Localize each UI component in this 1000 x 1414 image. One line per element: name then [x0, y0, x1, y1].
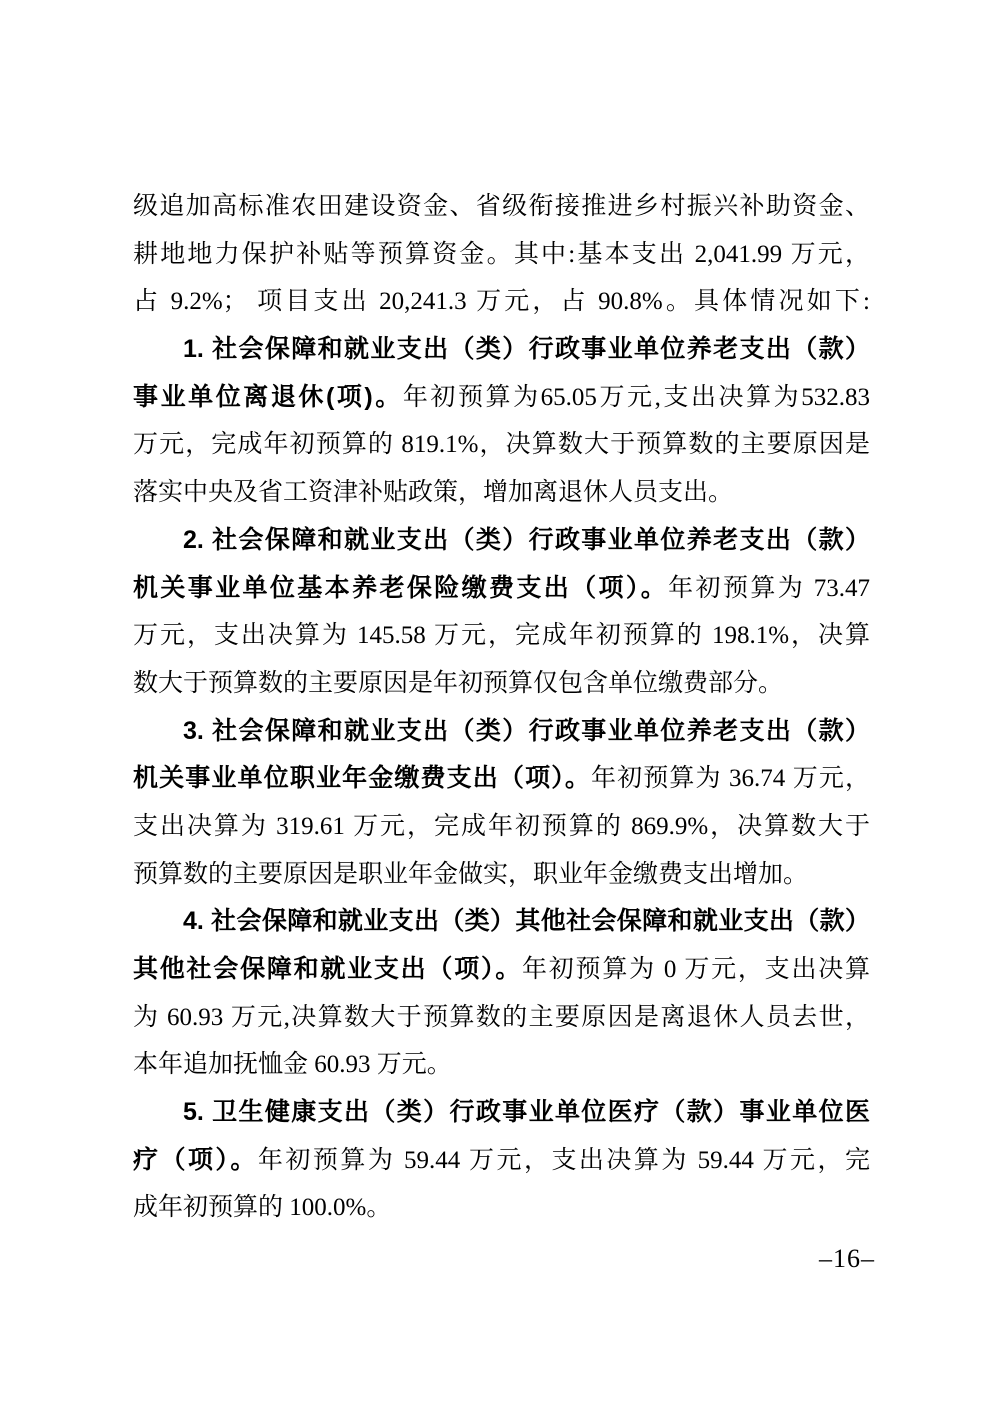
body-text-segment: 年初预算为 59.44 万元，支出决算为 59.44 万元，完	[257, 1146, 870, 1174]
body-text-segment: 年初预算为 73.47	[668, 574, 870, 602]
body-text-segment: 耕地地力保护补贴等预算资金。其中:基本支出 2,041.99 万元，	[133, 240, 870, 268]
document-line	[133, 231, 870, 279]
body-text-segment: 年初预算为 0 万元，支出决算	[522, 956, 870, 983]
document-line	[133, 851, 870, 899]
document-line	[133, 1041, 870, 1089]
page-number: –16–	[819, 1244, 875, 1273]
document-line	[133, 1184, 870, 1232]
document-line	[133, 278, 870, 326]
document-line	[133, 1089, 870, 1137]
item-heading-segment: 3. 社会保障和就业支出（类）行政事业单位养老支出（款）	[183, 716, 870, 745]
item-heading-segment: 4. 社会保障和就业支出（类）其他社会保障和就业支出（款）	[183, 907, 870, 936]
document-line	[133, 612, 870, 660]
item-heading-segment: 2. 社会保障和就业支出（类）行政事业单位养老支出（款）	[183, 525, 870, 554]
document-line	[133, 660, 870, 708]
body-text-segment: 占 9.2%； 项目支出 20,241.3 万元，占 90.8%。具体情况如下:	[133, 288, 870, 316]
document-line	[133, 183, 870, 231]
item-heading-segment: 机关事业单位职业年金缴费支出（项）。	[133, 764, 591, 793]
body-text-segment: 级追加高标准农田建设资金、省级衔接推进乡村振兴补助资金、	[133, 193, 870, 220]
item-heading-segment: 1. 社会保障和就业支出（类）行政事业单位养老支出（款）	[183, 335, 870, 364]
body-text-segment: 支出决算为 319.61 万元，完成年初预算的 869.9%，决算数大于	[133, 812, 870, 840]
document-line	[133, 755, 870, 803]
document-line	[133, 374, 870, 422]
document-line	[133, 326, 870, 374]
document-line	[133, 898, 870, 946]
body-text-segment: 本年追加抚恤金 60.93 万元。	[133, 1051, 452, 1079]
item-heading-segment: 其他社会保障和就业支出（项）。	[133, 955, 523, 983]
item-heading-segment: 机关事业单位基本养老保险缴费支出（项）。	[133, 573, 669, 602]
body-text-segment: 数大于预算数的主要原因是年初预算仅包含单位缴费部分。	[133, 669, 784, 697]
document-text-block	[133, 183, 870, 1232]
document-line	[133, 469, 870, 517]
document-line	[133, 1137, 870, 1185]
item-heading-segment: 5. 卫生健康支出（类）行政事业单位医疗（款）事业单位医	[183, 1098, 870, 1127]
body-text-segment: 年初预算为65.05万元,支出决算为532.83	[402, 383, 870, 411]
item-heading-segment: 疗（项）。	[133, 1145, 258, 1174]
document-line	[133, 517, 870, 565]
body-text-segment: 为 60.93 万元,决算数大于预算数的主要原因是离退休人员去世，	[133, 1003, 870, 1031]
item-heading-segment: 事业单位离退休(项)。	[133, 382, 403, 411]
body-text-segment: 成年初预算的 100.0%。	[133, 1194, 392, 1222]
body-text-segment: 年初预算为 36.74 万元，	[590, 765, 870, 793]
document-line	[133, 946, 870, 994]
document-line	[133, 565, 870, 613]
body-text-segment: 万元，支出决算为 145.58 万元，完成年初预算的 198.1%，决算	[133, 622, 870, 650]
body-text-segment: 万元，完成年初预算的 819.1%，决算数大于预算数的主要原因是	[133, 431, 870, 459]
document-line	[133, 803, 870, 851]
document-line	[133, 994, 870, 1042]
body-text-segment: 落实中央及省工资津补贴政策，增加离退休人员支出。	[133, 479, 734, 507]
body-text-segment: 预算数的主要原因是职业年金做实，职业年金缴费支出增加。	[133, 860, 809, 888]
document-line	[133, 421, 870, 469]
document-line	[133, 708, 870, 756]
